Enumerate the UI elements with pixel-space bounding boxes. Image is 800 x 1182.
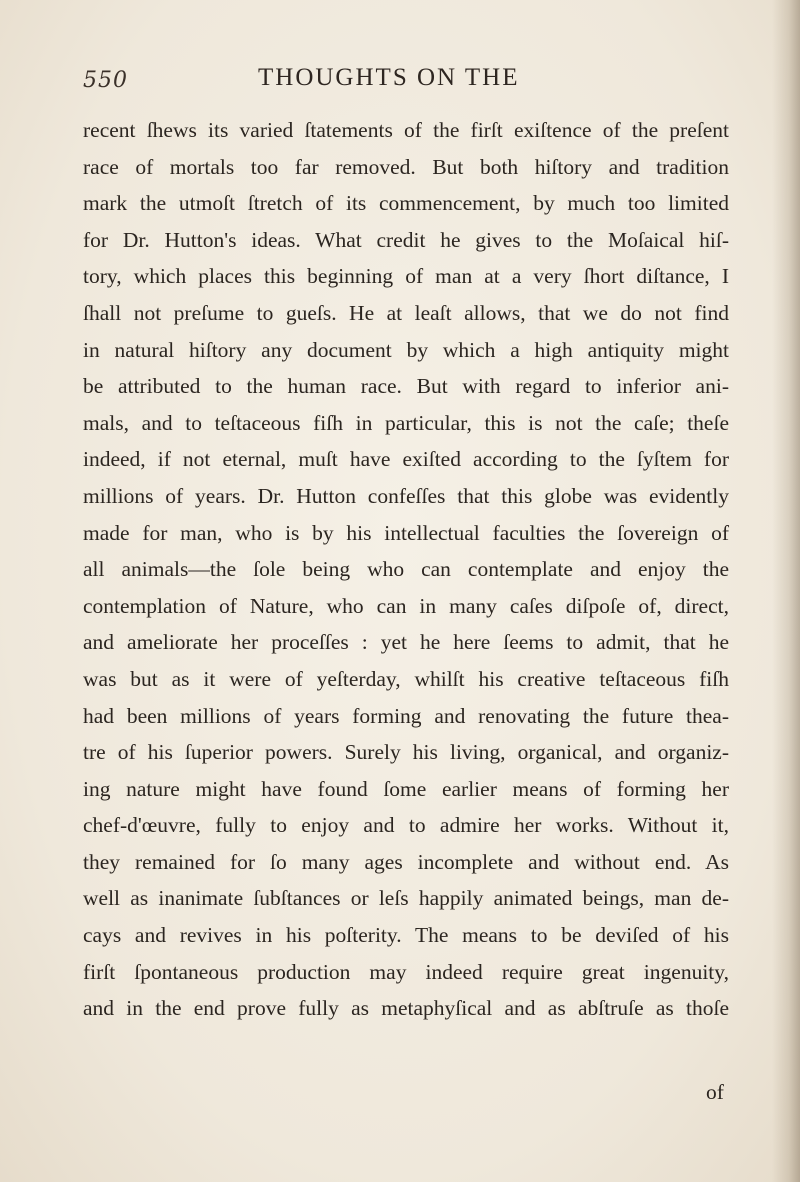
text-line: and ameliorate her proceſſes : yet he here ſeems to admit, that he [83,630,729,655]
text-line: well as inanimate ſubſtances or leſs happily animated beings, man de- [83,886,729,911]
text-line: in natural hiſtory any document by which a high antiquity might [83,337,729,362]
text-line: chef-d'œuvre, fully to enjoy and to admire her works. Without it, [83,813,729,838]
text-line: race of mortals too far removed. But both hiſtory and tradition [83,154,729,179]
text-line: indeed, if not eternal, muſt have exiſted according to the ſyſtem for [83,447,729,472]
text-line: had been millions of years forming and renovating the future thea- [83,703,729,728]
text-line: contemplation of Nature, who can in many caſes diſpoſe of, direct, [83,593,729,618]
running-head: THOUGHTS ON THE [258,64,520,91]
text-line: recent ſhews its varied ſtatements of the firſt exiſtence of the preſent [83,118,729,142]
text-line: firſt ſpontaneous production may indeed require great ingenuity, [83,959,729,984]
page-edge-shadow [772,0,800,1182]
text-line: be attributed to the human race. But with regard to inferior ani- [83,374,729,399]
text-line: they remained for ſo many ages incomplete and without end. As [83,849,729,874]
text-line: for Dr. Hutton's ideas. What credit he gives to the Moſaical hiſ- [83,227,729,252]
page-number: 550 [83,68,128,93]
text-line: ſhall not preſume to gueſs. He at leaſt allows, that we do not find [83,300,729,325]
body-text [83,112,729,1027]
catchword: of [706,1080,724,1104]
text-line: and in the end prove fully as metaphyſical and as abſtruſe as thoſe [83,996,729,1021]
text-line: ing nature might have found ſome earlier means of forming her [83,776,729,801]
text-line: was but as it were of yeſterday, whilſt his creative teſtaceous fiſh [83,666,729,691]
text-line: all animals—the ſole being who can contemplate and enjoy the [83,557,729,582]
page-header [0,62,800,102]
text-line: mark the utmoſt ſtretch of its commencement, by much too limited [83,191,729,216]
text-line: tre of his ſuperior powers. Surely his living, organical, and organiz- [83,740,729,765]
text-line: cays and revives in his poſterity. The means to be deviſed of his [83,923,729,948]
text-line: mals, and to teſtaceous fiſh in particular, this is not the caſe; theſe [83,410,729,435]
text-line: made for man, who is by his intellectual faculties the ſovereign of [83,520,729,545]
text-line: millions of years. Dr. Hutton confeſſes that this globe was evidently [83,483,729,508]
text-line: tory, which places this beginning of man at a very ſhort diſtance, I [83,264,729,289]
